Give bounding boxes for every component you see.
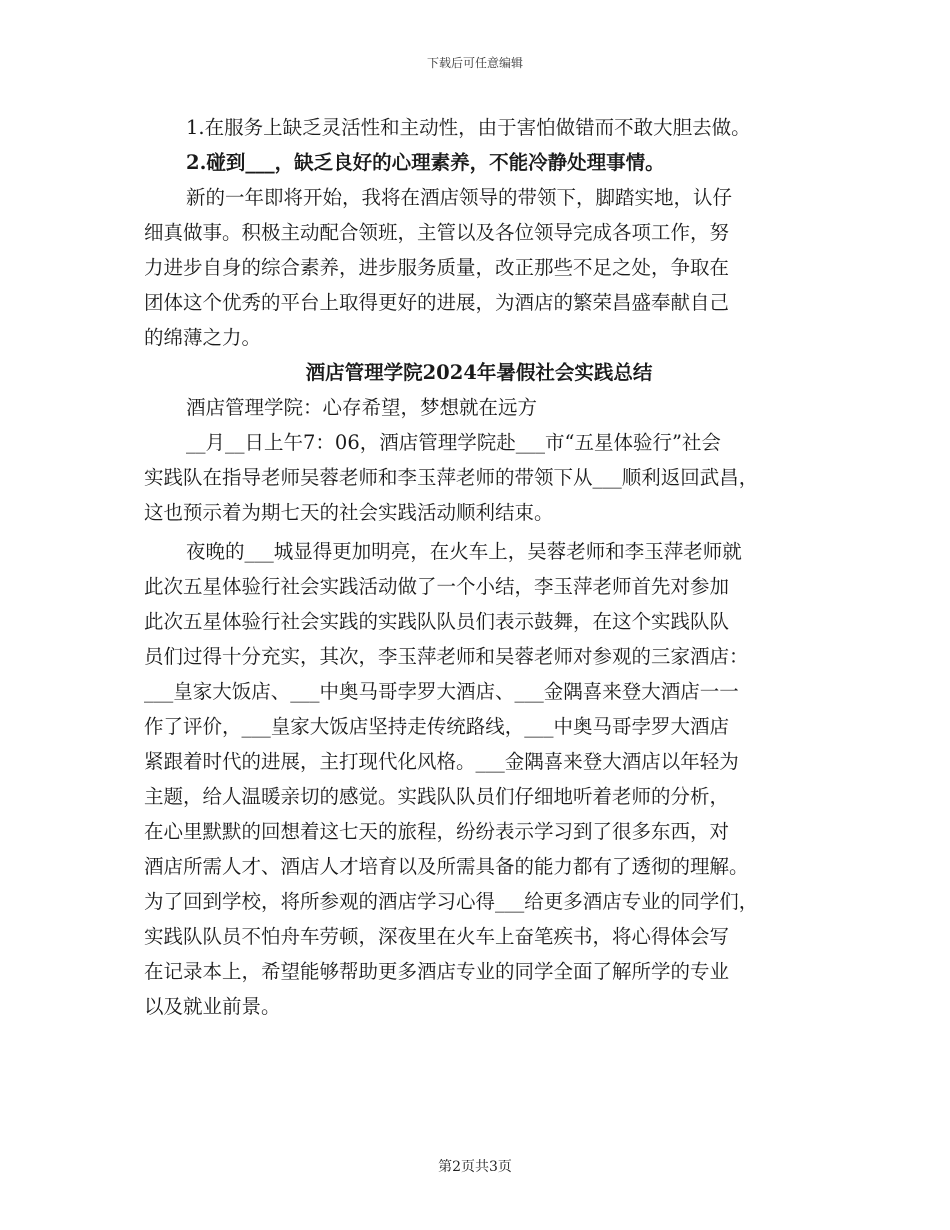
paragraph-line: ___皇家大饭店、___中奥马哥孛罗大酒店、___金隅喜来登大酒店一一	[144, 680, 739, 703]
paragraph-line: 力进步自身的综合素养，进步服务质量，改正那些不足之处，争取在	[144, 256, 730, 279]
paragraph-line: 紧跟着时代的进展，主打现代化风格。___金隅喜来登大酒店以年轻为	[144, 750, 739, 773]
paragraph-line: 酒店所需人才、酒店人才培育以及所需具备的能力都有了透彻的理解。	[144, 855, 749, 878]
paragraph-line: 为了回到学校，将所参观的酒店学习心得___给更多酒店专业的同学们，	[144, 890, 759, 913]
paragraph-2	[144, 425, 814, 530]
paragraph-line: 的绵薄之力。	[144, 326, 262, 349]
document-body	[144, 110, 814, 1024]
paragraph-1	[144, 180, 814, 355]
list-item-1: 1.在服务上缺乏灵活性和主动性，由于害怕做错而不敢大胆去做。	[186, 116, 751, 139]
paragraph-line: 新的一年即将开始，我将在酒店领导的带领下，脚踏实地，认仔	[186, 186, 733, 209]
paragraph-line: 员们过得十分充实，其次，李玉萍老师和吴蓉老师对参观的三家酒店：	[144, 645, 749, 668]
paragraph-line: 主题，给人温暖亲切的感觉。实践队队员们仔细地听着老师的分析，	[144, 785, 730, 808]
paragraph-line: 在记录本上，希望能够帮助更多酒店专业的同学全面了解所学的专业	[144, 960, 730, 983]
paragraph-line: 此次五星体验行社会实践活动做了一个小结，李玉萍老师首先对参加	[144, 575, 730, 598]
paragraph-line: 在心里默默的回想着这七天的旅程，纷纷表示学习到了很多东西，对	[144, 820, 730, 843]
list-item-2: 2.碰到___，缺乏良好的心理素养，不能冷静处理事情。	[186, 151, 665, 174]
paragraph-line: 实践队在指导老师吴蓉老师和李玉萍老师的带领下从___顺利返回武昌，	[144, 466, 759, 489]
paragraph-line: 以及就业前景。	[144, 995, 281, 1018]
page-number: 第2页共3页	[438, 1159, 512, 1175]
paragraph-line: 实践队队员不怕舟车劳顿，深夜里在火车上奋笔疾书，将心得体会写	[144, 925, 730, 948]
header-note: 下载后可任意编辑	[426, 56, 523, 70]
section-subtitle: 酒店管理学院：心存希望，梦想就在远方	[186, 396, 538, 419]
section-title: 酒店管理学院2024年暑假社会实践总结	[305, 361, 653, 384]
paragraph-line: 夜晚的___城显得更加明亮，在火车上，吴蓉老师和李玉萍老师就	[186, 540, 742, 563]
paragraph-line: 这也预示着为期七天的社会实践活动顺利结束。	[144, 501, 554, 524]
paragraph-line: __月__日上午7：06，酒店管理学院赴___市“五星体验行”社会	[186, 431, 721, 454]
paragraph-line: 此次五星体验行社会实践的实践队队员们表示鼓舞，在这个实践队队	[144, 610, 730, 633]
paragraph-line: 细真做事。积极主动配合领班，主管以及各位领导完成各项工作，努	[144, 221, 730, 244]
paragraph-line: 作了评价，___皇家大饭店坚持走传统路线，___中奥马哥孛罗大酒店	[144, 715, 730, 738]
paragraph-3	[144, 534, 814, 1024]
paragraph-line: 团体这个优秀的平台上取得更好的进展，为酒店的繁荣昌盛奉献自己	[144, 291, 730, 314]
